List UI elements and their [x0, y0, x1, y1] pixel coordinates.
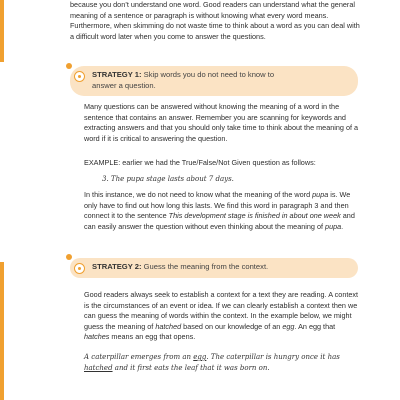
example-quote: 3. The pupa stage lasts about 7 days. [102, 175, 234, 183]
text-run: is. We only have to find out how long this lasts. We find this word in paragraph 3 and then connect it to the sentence [84, 190, 351, 220]
strategy-2-paragraph [84, 290, 360, 343]
text-run: . The caterpillar is hungry once it has [206, 353, 340, 361]
strategy-1-box [70, 66, 358, 96]
strategy-2-heading [92, 262, 332, 273]
strategy-1-paragraph-2 [84, 190, 360, 232]
strategy-title: Skip words you do not need to know to answer a question. [92, 70, 275, 90]
strategy-1-paragraph: Many questions can be answered without knowing the meaning of a word in the sentence that contains an answer. Remember you are scanning for keywords and extracting answers and that you should only take time to think about the meaning of a word if it is critical to answering the question. [84, 102, 359, 143]
italic-term: hatched [155, 321, 182, 331]
italic-term: pupa [325, 221, 342, 231]
intro-paragraph: because you don’t understand one word. Good readers can understand what the general meaning of a sentence or paragraph is without knowing what every word means. Furthermore, when skimming do not waste time to think about a word as you can deal with a difficult word later when you come to answer the questions. [70, 0, 360, 41]
text-run: In this instance, we do not need to know what the meaning of the word [84, 190, 313, 199]
left-margin-bar [0, 0, 4, 62]
strategy-bullet-icon [66, 63, 72, 69]
text-run: based on our knowledge of an [181, 321, 283, 331]
strategy-number: STRATEGY 1: [92, 70, 142, 79]
underlined-term: hatched [84, 363, 113, 372]
strategy-1-heading [92, 70, 292, 91]
underlined-term: egg [193, 353, 207, 361]
example-label: EXAMPLE: earlier we had the True/False/Not Given question as follows: [84, 158, 316, 167]
strategy-number: STRATEGY 2: [92, 262, 142, 271]
text-run: . An egg that [294, 321, 336, 331]
strategy-2-box [70, 258, 358, 278]
text-run: means an egg that opens. [109, 332, 196, 341]
text-run: and can easily answer the question without even thinking about the meaning of [84, 211, 355, 231]
example-quote-2 [84, 352, 360, 373]
strategy-title: Guess the meaning from the context. [143, 262, 269, 271]
text-run: . [341, 221, 344, 231]
target-icon [74, 71, 85, 82]
italic-quote: This development stage is finished in about one week [168, 211, 341, 220]
text-run: A caterpillar emerges from an [84, 353, 194, 361]
italic-term: egg [282, 321, 295, 331]
left-margin-bar [0, 262, 4, 400]
italic-term: pupa [312, 190, 329, 199]
text-run: and it first eats the leaf that it was born on. [112, 363, 270, 372]
strategy-bullet-icon [66, 254, 72, 260]
target-icon [74, 263, 85, 274]
italic-term: hatches [84, 332, 110, 341]
text-run: Good readers always seek to establish a context for a text they are reading. A context is the circumstances of an event or idea. If we can clearly establish a context then we can guess the meaning of words within the context. In the example below, we might guess the meaning of [84, 290, 359, 331]
